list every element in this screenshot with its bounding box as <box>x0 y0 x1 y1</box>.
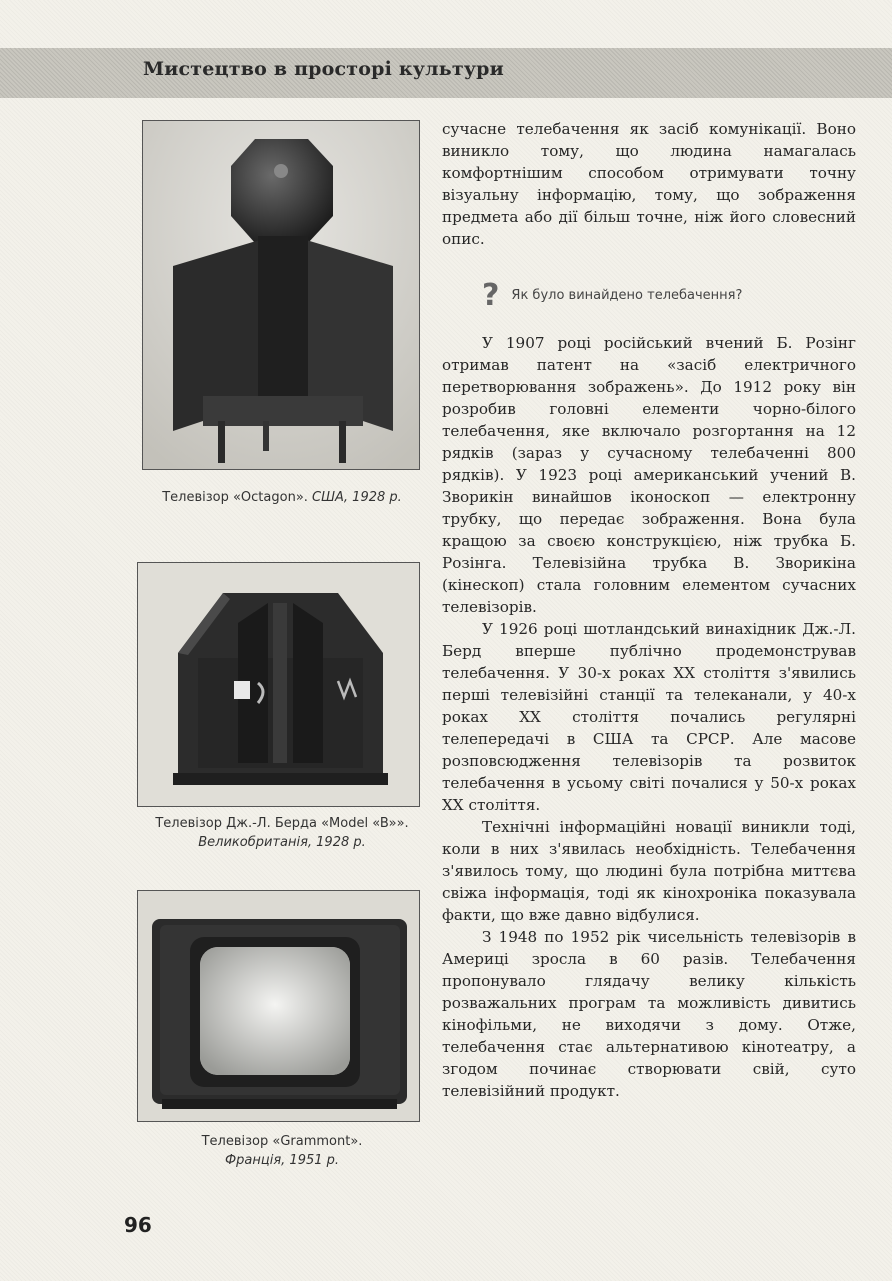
section-title: Мистецтво в просторі культури <box>143 58 504 80</box>
figure-caption <box>128 488 436 507</box>
paragraph: З 1948 по 1952 рік чисельність телевізорів в Америці зросла в 60 разів. Телебачення пропонувало глядачу велику кількість розважальних програм та можливість дивитись кінофільми, не виходячи з дому. Отже, телебачення стає альтернативою кінотеатру, а згодом починає створювати свій, суто телевізійний продукт. <box>442 928 856 1100</box>
caption-main: Телевізор «Grammont». <box>201 1134 363 1149</box>
figure-caption <box>128 1132 436 1170</box>
grammont-tv-illustration <box>138 891 420 1122</box>
figure-caption <box>128 814 436 852</box>
paragraph: Технічні інформаційні новації виникли тоді, коли в них з'явилась необхідність. Телебачення з'явилось тому, що людині була потрібна миттєва свіжа інформація, тоді як кінохроніка показувала факти, що вже давно відбулися. <box>442 818 856 924</box>
question-block <box>482 278 742 313</box>
octagon-tv-photo <box>142 120 420 470</box>
caption-italic: Великобританія, 1928 р. <box>198 835 366 850</box>
question-text: Як було винайдено телебачення? <box>511 288 743 303</box>
grammont-tv-photo <box>137 890 420 1122</box>
intro-paragraph: сучасне телебачення як засіб комунікації. Воно виникло тому, що людина намагалась комфортнішим способом отримувати точну візуальну інформацію, тому, що зображення предмета або дії більш точне, ніж його словесний опис. <box>442 120 856 248</box>
model-b-tv-illustration <box>138 563 420 807</box>
page-number: 96 <box>124 1213 152 1237</box>
octagon-tv-illustration <box>143 121 420 470</box>
caption-italic: США, 1928 р. <box>312 490 402 505</box>
question-mark-icon: ? <box>482 278 500 313</box>
caption-main: Телевізор «Octagon». <box>162 490 308 505</box>
caption-italic: Франція, 1951 р. <box>224 1153 340 1168</box>
caption-main: Телевізор Дж.-Л. Берда «Model «B»». <box>155 816 409 831</box>
paragraph: У 1907 році російський вчений Б. Розінг отримав патент на «засіб електричного перетворювання зображень». До 1912 року він розробив головні елементи чорно-білого телебачення, яке включало розгортання на 12 рядків (зараз у сучасному телебаченні 800 рядків). У 1923 році американський учений В. Зворикін винайшов іконоскоп — електронну трубку, що передає зображення. Вона була кращою за своєю конструкцією, ніж трубка Б. Розінга. Телевізійна трубка В. Зворикіна (кінескоп) стала головним елементом сучасних телевізорів. <box>442 334 856 616</box>
paragraph: У 1926 році шотландський винахідник Дж.-Л. Берд вперше публічно продемонстрував телебачення. У 30-х роках ХХ століття з'явились перші телевізійні станції та телеканали, у 40-х роках ХХ століття почались регулярні телепередачі в США та СРСР. Але масове розповсюдження телевізорів та розвиток телебачення в усьому світі почалися у 50-х роках ХХ століття. <box>442 620 856 814</box>
intro-text <box>442 118 856 250</box>
body-text <box>442 332 856 1102</box>
model-b-tv-photo <box>137 562 420 807</box>
